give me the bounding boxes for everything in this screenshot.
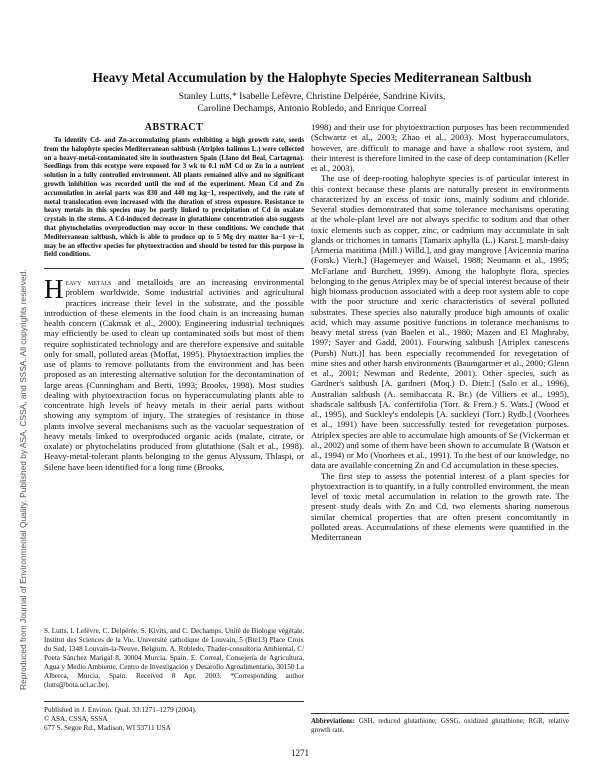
- author-list: [70, 91, 554, 115]
- abstract-text: To identify Cd- and Zn-accumulating plants exhibiting a high growth rate, seeds from the halophyte species Mediterranean saltbush (Atriplex halimus L.) were collected on a heavy-metal-contaminated site in southeastern Spain (Llano del Beal, Cartagena). Seedlings from this ecotype were exposed for 3 wk to 0.1 mM Cd or Zn in a nutrient solution in a fully controlled environment. All plants remained alive and no significant growth inhibition was recorded until the end of the experiment. Mean Cd and Zn accumulation in aerial parts was 830 and 440 mg kg−1, respectively, and the rate of metal translocation even increased with the duration of stress exposure. Resistance to heavy metals in this species may be partly linked to precipitation of Cd in oxalate crystals in the stems. A Cd-induced decrease in glutathione concentration also suggests that phytochelatins overproduction may occur in these conditions. We conclude that Mediterranean saltbush, which is able to produce up to 5 Mg dry matter ha−1 yr−1, may be an effective species for phytoextraction and should be tested for this purpose in field conditions.: [44, 137, 304, 259]
- right-paragraph-2: The use of deep-rooting halophyte species is of particular interest in this context because these plants are naturally present in environments characterized by an excess of toxic ions, mainly sodium and chloride. Several studies demonstrated that some tolerance mechanisms operating at the whole-plant level are not always specific to sodium and that other toxic elements such as copper, zinc, or cadmium may accumulate in salt glands or trichomes in tamaris [Tamarix aphylla (L.) Karst.], marsh-daisy [Armeria maritima (Mill.) Willd.], and gray mangrove [Avicennia marina (Forsk.) Vierh.] (Hagemeyer and Waisel, 1988; Neumann et al., 1995; McFarlane and Burchett, 1999). Among the halophyte flora, species belonging to the genus Atriplex may be of special interest because of their high biomass production associated with a deep root system able to cope with the poor structure and xeric characteristics of several polluted substrates. These species also naturally produce high amounts of oxalic acid, which may assume positive functions in tolerance mechanisms to heavy metal stress (van Baelen et al., 1980; Mazen and El Maghraby, 1997; Sayer and Gadd, 2001). Fourwing saltbush [Atriplex canescens (Pursh) Nutt.)] has been especially recommended for revegetation of mine sites and other harsh environments (Baumgartner et al., 2000; Glenn et al., 2001; Newman and Redente, 2001). Other species, such as Gardner's saltbush [A. gardneri (Moq.) D. Dietr.] (Salo et al., 1996), Australian saltbush (A. semibaccata R. Br.) (de Villiers et al., 1995), shadscale saltbush [A. confertifolia (Torr. & Frem.) S. Wats.] (Wood et al., 1995), and Suckley's endolepis [A. suckleyi (Torr.) Rydb.] (Voorhees et al., 1991) have been successfully tested for revegetation purposes. Atriplex species are able to accumulate high amounts of Se (Vickerman et al., 2002) and some of them have been shown to accumulate B (Watson et al., 1994) or Mo (Voorhees et al., 1991). To the best of our knowledge, no data are available concerning Zn and Cd accumulation in these species.: [311, 173, 569, 471]
- abbreviations-note: [311, 718, 569, 735]
- right-paragraph-1: 1998) and their use for phytoextraction purposes has been recommended (Schwartz et al., 2003; Zhao et al., 2003). Most hyperaccumulators, however, are difficult to manage and have a shallow root system, and their interest is therefore limited in the case of deep contamination (Keller et al., 2003).: [311, 122, 569, 173]
- introduction-paragraph: [44, 274, 304, 472]
- intro-text: and metalloids are an increasing environmental problem worldwide. Some industrial activities and agricultural practices increase their level in the substrate, and the possible introduction of these elements in the food chain is an increasing human health concern (Cakmak et al., 2000). Engineering industrial techniques may efficiently be used to clean up contaminated soils but most of them require sophisticated technology and are therefore expensive and suitable only for small, polluted areas (Moffat, 1995). Phytoextraction implies the use of plants to remove pollutants from the environment and has been proposed as an interesting alternative solution for the decontamination of large areas (Cunningham and Berti, 1993; Brooks, 1998). Most studies dealing with phytoextraction focus on hyperaccumulating plants able to concentrate high levels of heavy metals in their aerial parts without showing any symptom of injury. The strategies of resistance in those plants involve several mechanisms such as the vacuolar sequestration of heavy metals linked to overproduced organic acids (malate, citrate, or oxalate) or phytochelatins produced from glutathione (Salt et al., 1998). Heavy-metal-tolerant plants belonging to the genus Alyssum, Thlaspi, or Silene have been identified for a long time (Brooks,: [44, 277, 304, 472]
- abstract-divider: [44, 268, 304, 269]
- abbreviations-divider: [311, 713, 569, 714]
- left-column: [44, 122, 304, 472]
- copyright-line: © ASA, CSSA, SSSA: [44, 715, 108, 723]
- page-number: 1271: [291, 748, 309, 758]
- abbreviations-text: GSH, reduced glutathione; GSSG, oxidized glutathione; RGR, relative growth rate.: [311, 718, 569, 734]
- intro-smallcaps: eavy metals: [65, 277, 112, 288]
- copyright-side-text: Reproduced from Journal of Environmental Quality. Published by ASA, CSSA, and SSSA. All copyrights reserved.: [18, 269, 28, 690]
- author-line-1: Stanley Lutts,* Isabelle Lefèvre, Christine Delpérée, Sandrine Kivits,: [178, 91, 446, 102]
- abbreviations-label: Abbreviations:: [311, 718, 355, 725]
- author-affiliations: S. Lutts, I. Lefèvre, C. Delpérée, S. Kivits, and C. Dechamps, Unité de Biologie végétale, Institut des Sciences de la Vie, Université catholique de Louvain, 5 (Bte13) Place Croix du Sud, 1348 Louvain-la-Neuve, Belgium. A. Robledo, Thader-consultoria Ambiental, C/ Poeta Sánchez Marigal 8, 30004 Murcia, Spain. E. Correal, Consejería de Agricultura, Agua y Medio Ambiente, Centro de Investigación y Desarollo Agroalimentario, 30150 La Alberca, Murcia, Spain. Received 8 Apr. 2003. *Corresponding author (lutts@bota.ucl.ac.be).: [44, 627, 304, 689]
- citation-line: Published in J. Environ. Qual. 33:1271–1279 (2004).: [44, 706, 197, 714]
- abstract-heading: ABSTRACT: [144, 122, 204, 133]
- publication-info: [44, 706, 304, 733]
- drop-cap: H: [44, 274, 64, 305]
- right-paragraph-3: The first step to assess the potential interest of a plant species for phytoextraction is to quantify, in a fully controlled environment, the mean level of toxic metal accumulation in relation to the growth rate. The present study deals with Zn and Cd, two elements sharing numerous similar chemical properties that are often present concomitantly in polluted areas. Accumulations of these elements were quantified in the Mediterranean: [311, 470, 569, 542]
- article-title: Heavy Metal Accumulation by the Halophyte Species Mediterranean Saltbush: [92, 70, 532, 85]
- author-line-2: Caroline Dechamps, Antonio Robledo, and Enrique Correal: [197, 103, 427, 114]
- address-line: 677 S. Segoe Rd., Madison, WI 53711 USA: [44, 724, 171, 732]
- footnote-divider: [44, 701, 304, 702]
- right-column: [311, 122, 569, 542]
